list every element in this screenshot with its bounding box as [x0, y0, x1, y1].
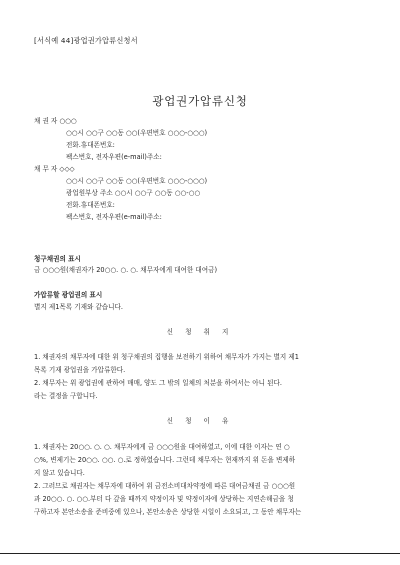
debtor-address: ○○시 ○○구 ○○동 ○○(우편번호 ○○○-○○○)	[66, 177, 208, 185]
mining-right-heading: 가압류할 광업권의 표시	[34, 291, 103, 299]
debtor-label: 채 무 자 ◇◇◇	[34, 165, 75, 173]
purpose-heading: 신 청 취 지	[166, 328, 234, 336]
reasons-line: 과 20○○. ○. ○○.부터 다 갚을 때까지 약정이자 및 약정이자에 상당하는 지연손해금을 청	[34, 495, 294, 503]
creditor-fax-email: 팩스번호, 전자우편(e-mail)주소:	[66, 153, 162, 161]
page-title: 광업권가압류신청	[152, 94, 248, 108]
claim-text: 금 ○○○원(채권자가 20○○. ○. ○. 채무자에게 대여한 대여금)	[34, 266, 218, 274]
purpose-line: 목록 기재 광업권을 가압류한다.	[34, 366, 126, 374]
reasons-line: 2. 그러므로 채권자는 채무자에 대하여 위 금전소비대차약정에 따른 대여금채권 금 ○○○원	[34, 482, 296, 490]
mining-right-text: 별지 제1목록 기재와 같습니다.	[34, 303, 124, 311]
debtor-phone: 전화.휴대폰번호:	[66, 201, 115, 209]
debtor-fax-email: 팩스번호, 전자우편(e-mail)주소:	[66, 213, 162, 221]
reasons-heading: 신 청 이 유	[166, 417, 234, 425]
creditor-label: 채 권 자 ○○○	[34, 117, 77, 125]
purpose-line: 라는 결정을 구합니다.	[34, 392, 98, 400]
reasons-line: ○%, 변제기는 20○○. ○○. ○.로 정하였습니다. 그런데 채무자는 현재까지 위 돈을 변제하	[34, 456, 296, 464]
debtor-office-address: 광업원부상 주소 ○○시 ○○구 ○○동 ○○-○○	[66, 189, 201, 197]
creditor-phone: 전화.휴대폰번호:	[66, 141, 115, 149]
page-bottom-rule	[0, 553, 400, 554]
claim-heading: 청구채권의 표시	[34, 255, 81, 263]
creditor-address: ○○시 ○○구 ○○동 ○○(우편번호 ○○○-○○○)	[66, 129, 208, 137]
purpose-line: 1. 채권자의 채무자에 대한 위 청구채권의 집행을 보전하기 위하여 채무자가 가지는 별지 제1	[34, 353, 299, 361]
reasons-line: 지 않고 있습니다.	[34, 469, 85, 477]
purpose-line: 2. 채무자는 위 광업권에 관하여 매매, 양도 그 밖의 일체의 처분을 하여서는 아니 된다.	[34, 379, 282, 387]
reasons-line: 구하고자 본안소송을 준비중에 있으나, 본안소송은 상당한 시일이 소요되고, 그 동안 채무자는	[34, 508, 302, 516]
reasons-line: 1. 채권자는 20○○. ○. ○. 채무자에게 금 ○○○원을 대여하였고, 이에 대한 이자는 연 ○	[34, 443, 290, 451]
form-number: [서식예 44]광업권가압류신청서	[34, 36, 138, 45]
